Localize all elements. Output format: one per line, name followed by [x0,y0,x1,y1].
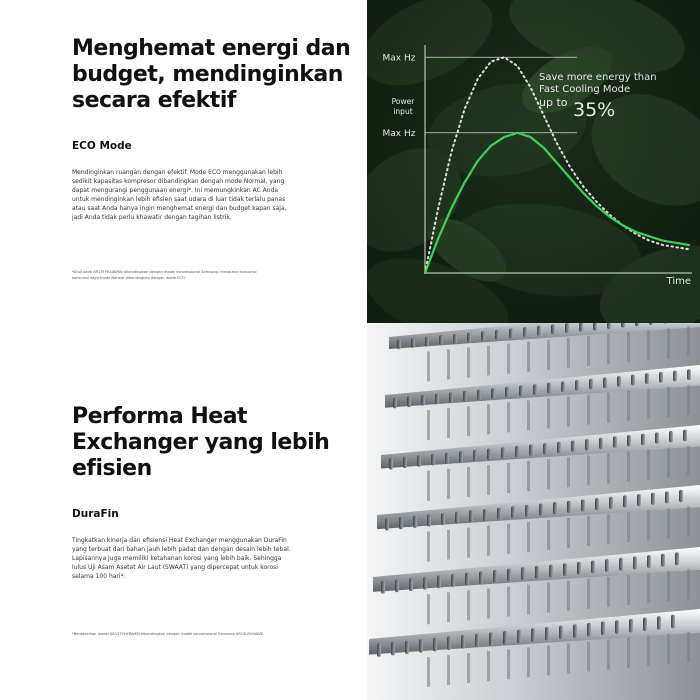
fin-slot [585,439,589,450]
fin-slot [683,430,687,441]
fin-louver [667,571,670,601]
fin-slot [503,631,507,645]
fin-louver [687,506,690,536]
fin-louver [467,406,470,436]
fin-louver [527,400,530,430]
eco-footnote [72,270,340,281]
eco-body-line: dapat mengurangi penggunaan energi*. Ini memungkinkan AC Anda [72,187,279,194]
fin-slot [381,581,385,594]
fin-slot [475,634,479,648]
fin-slot [553,502,557,514]
fin-slot [645,373,649,384]
fin-louver [527,647,530,677]
eco-footnote-line: *Diuji pada AR13TYEAAWKN dibandingkan dengan model konvensional Samsung, mengukur konsumsi [72,270,257,274]
fin-slot [417,455,421,466]
fin-slot [505,387,509,398]
leaf-background [367,0,700,323]
fin-louver [507,344,510,374]
fin-louver [527,585,530,615]
fin-slot [455,512,459,524]
fin-slot [571,440,575,451]
fin-slot [637,494,641,506]
fin-louver [567,581,570,611]
fin-louver [447,592,450,622]
fin-louver [467,347,470,377]
fin-louver [547,398,550,428]
fin-slot [413,516,417,528]
fin-slot [431,454,435,465]
durafin-body-line: selama 100 hari*. [72,573,126,580]
eco-footnote-line: konsumsi daya mode Normal dibandingkan dengan mode ECO. [72,275,186,280]
fin-slot [477,390,481,401]
fin-slot [449,392,453,403]
eco-heading [72,36,362,114]
fin-slot [629,619,633,633]
fin-slot [673,371,677,382]
fin-slot [469,510,473,522]
fin-slot [481,331,485,341]
durafin-heading [72,404,362,482]
fin-louver [627,575,630,605]
fin-louver [587,336,590,366]
fin-louver [627,391,630,421]
fin-louver [547,459,550,489]
durafin-heading-line: Performa Heat [72,404,248,429]
fin-louver [447,655,450,685]
eco-heading-line: budget, mendinginkan [72,62,343,87]
fin-slot [389,458,393,469]
eco-heading-line: Menghemat energi dan [72,36,351,61]
fin-slot [543,443,547,454]
fin-louver [487,651,490,681]
fin-slot [679,490,683,502]
fin-louver [427,594,430,624]
fin-slot [445,453,449,464]
fin-louver [567,457,570,487]
fin-slot [579,323,583,332]
fin-louver [627,451,630,481]
fin-louver [507,649,510,679]
fin-slot [603,377,607,388]
fin-louver [547,340,550,370]
fin-louver [607,640,610,670]
fin-slot [633,556,637,569]
fin-slot [665,491,669,503]
eco-body-line: sedikit kapasitas kompresor dibandingkan dengan mode Normal, yang [72,178,285,185]
fin-slot [521,567,525,580]
fin-louver [427,351,430,381]
fin-louver [467,467,470,497]
fin-slot [519,385,523,396]
fin-louver [527,522,530,552]
fin-louver [447,469,450,499]
fin-louver [607,514,610,544]
fin-slot [395,579,399,592]
fin-slot [647,555,651,568]
fin-slot [391,642,395,656]
fin-slot [427,514,431,526]
fin-louver [567,338,570,368]
y-axis-label-line: input [393,107,413,116]
fin-louver [487,404,490,434]
eco-body-line: Mendinginkan ruangan dengan efektif. Mode ECO menggunakan lebih [72,169,283,176]
fin-slot [563,563,567,576]
fin-slot [493,570,497,583]
fin-louver [687,632,690,662]
fin-slot [593,323,597,330]
fin-slot [565,323,569,333]
durafin-body [72,536,340,581]
fin-slot [601,622,605,636]
fin-slot [497,508,501,520]
fin-slot [515,446,519,457]
fin-slot [491,388,495,399]
y-axis-label-line: Power [391,97,415,106]
fin-slot [557,442,561,453]
fin-slot [385,518,389,530]
fin-louver [687,569,690,599]
fin-slot [393,398,397,409]
fin-louver [667,387,670,417]
fin-louver [567,397,570,427]
fin-louver [527,461,530,491]
fin-slot [411,338,415,348]
fin-slot [453,334,457,344]
fin-slot [671,615,675,629]
fin-louver [667,448,670,478]
fin-slot [551,324,555,334]
fin-louver [507,524,510,554]
fin-slot [609,497,613,509]
fin-slot [561,381,565,392]
fin-louver [487,588,490,618]
eco-body-line: untuk mendinginkan lebih efisien saat udara di luar tidak terlalu panas [72,196,286,203]
fin-slot [523,327,527,337]
fin-slot [617,376,621,387]
fin-louver [427,471,430,501]
fin-slot [621,323,625,328]
fin-slot [489,632,493,646]
fin-louver [687,326,690,356]
fin-louver [467,590,470,620]
fin-slot [403,457,407,468]
durafin-body-line: lulus Uji Asam Asetat Air Laut (SWAAT) yang dipercepat untuk korosi [72,564,278,571]
fin-louver [467,528,470,558]
fin-louver [687,446,690,476]
fin-louver [667,508,670,538]
fin-louver [427,410,430,440]
chart-annotation-line: Fast Cooling Mode [539,84,631,95]
eco-subheading: ECO Mode [72,140,132,152]
durafin-fins-illustration [367,323,700,700]
fin-slot [433,638,437,652]
eco-body-line: jadi Anda tidak perlu khawatir dengan tagihan listrik. [72,214,232,221]
fin-slot [399,517,403,529]
durafin-subheading: DuraFin [72,508,119,520]
fin-slot [659,372,663,383]
fin-slot [495,330,499,340]
fin-slot [533,384,537,395]
fin-louver [527,342,530,372]
fin-slot [459,451,463,462]
eco-body [72,168,340,222]
fin-louver [487,465,490,495]
fin-slot [549,565,553,578]
fin-slot [651,493,655,505]
fin-slot [605,559,609,572]
fin-louver [607,453,610,483]
fin-louver [587,516,590,546]
durafin-heading-line: Exchanger yang lebih [72,430,330,455]
fin-louver [507,463,510,493]
fin-louver [567,518,570,548]
fin-louver [627,332,630,362]
fin-louver [687,385,690,415]
fin-slot [479,571,483,584]
fin-slot [511,506,515,518]
durafin-footnote [72,632,340,638]
fin-slot [501,447,505,458]
durafin-body-line: yang terbuat dari bahan jauh lebih padat dan dengan desain lebih tebal. [72,546,291,553]
fin-slot [545,627,549,641]
fin-slot [409,578,413,591]
x-axis-label: Time [666,276,691,287]
fin-slot [643,617,647,631]
fin-louver [607,577,610,607]
fin-slot [567,501,571,513]
fin-louver [647,330,650,360]
fin-slot [607,323,611,329]
fin-slot [437,575,441,588]
fin-slot [419,639,423,653]
fin-louver [607,334,610,364]
durafin-footnote-line: *Berdasarkan model AR13TYHYBWKN dibandingkan dengan model konvensional Samsung AR13LRHVAWK. [72,632,265,636]
fin-slot [467,332,471,342]
y-tick-label: Max Hz [382,53,416,64]
fin-louver [507,586,510,616]
fin-slot [509,328,513,338]
fin-slot [465,573,469,586]
fin-slot [675,552,679,565]
durafin-heading-line: efisien [72,456,152,481]
eco-chart-panel [367,0,700,323]
y-tick-label: Max Hz [382,128,416,139]
fin-louver [547,583,550,613]
fin-slot [559,626,563,640]
fin-slot [613,436,617,447]
fin-slot [599,438,603,449]
fin-slot [547,383,551,394]
fin-louver [487,346,490,376]
fin-slot [487,449,491,460]
fin-slot [407,396,411,407]
chart-annotation-value: 35% [573,99,616,121]
durafin-body-line: Lapisannya juga memiliki ketahanan korosi yang lebih baik. Sehingga [72,555,282,562]
fin-louver [627,638,630,668]
fin-slot [661,554,665,567]
fin-slot [473,450,477,461]
fin-louver [587,455,590,485]
fin-slot [377,643,381,657]
fin-louver [647,636,650,666]
fin-slot [441,513,445,525]
fin-slot [517,630,521,644]
fin-slot [595,498,599,510]
eco-body-line: atau saat Anda hanya ingin menghemat energi dan budget kapan saja, [72,205,287,212]
fin-louver [447,349,450,379]
heat-exchanger-image [367,323,700,700]
fin-slot [535,566,539,579]
fin-louver [487,526,490,556]
fin-slot [463,391,467,402]
fin-slot [451,574,455,587]
fin-slot [525,505,529,517]
fin-slot [435,394,439,405]
fin-slot [623,495,627,507]
fin-slot [581,499,585,511]
fin-slot [627,435,631,446]
fin-slot [573,624,577,638]
fin-slot [539,504,543,516]
fin-slot [587,623,591,637]
fin-slot [655,432,659,443]
fin-louver [427,531,430,561]
fin-slot [631,375,635,386]
fin-slot [439,335,443,345]
durafin-body-line: Tingkatkan kinerja dan efisiensi Heat Exchanger menggunakan DuraFin [72,537,287,544]
fin-slot [687,369,691,380]
fin-slot [537,326,541,336]
chart-annotation-prefix: up to [539,96,568,109]
fin-louver [467,653,470,683]
fin-louver [567,643,570,673]
fin-slot [641,434,645,445]
fin-slot [615,620,619,634]
fin-louver [647,573,650,603]
fin-slot [657,616,661,630]
fin-slot [529,444,533,455]
fin-louver [667,328,670,358]
fin-slot [577,562,581,575]
fin-louver [587,642,590,672]
fin-louver [647,510,650,540]
fin-slot [483,509,487,521]
fin-slot [591,561,595,574]
fin-louver [607,393,610,423]
fin-louver [447,530,450,560]
eco-heading-line: secara efektif [72,88,236,113]
fin-louver [587,579,590,609]
fin-louver [427,657,430,687]
fin-slot [421,395,425,406]
fin-louver [547,645,550,675]
fin-louver [507,402,510,432]
fin-slot [507,569,511,582]
fin-slot [531,628,535,642]
fin-louver [587,395,590,425]
fin-louver [627,512,630,542]
fin-slot [425,337,429,347]
fin-slot [397,339,401,349]
eco-chart [367,0,700,323]
chart-annotation-line: Save more energy than [539,72,657,83]
fin-slot [589,379,593,390]
fin-slot [669,431,673,442]
fin-louver [447,408,450,438]
fin-louver [667,634,670,664]
fin-slot [619,558,623,571]
fin-slot [447,636,451,650]
fin-slot [461,635,465,649]
fin-slot [423,577,427,590]
fin-louver [647,450,650,480]
fin-louver [547,520,550,550]
fin-louver [647,389,650,419]
fin-slot [575,380,579,391]
fin-slot [405,640,409,654]
